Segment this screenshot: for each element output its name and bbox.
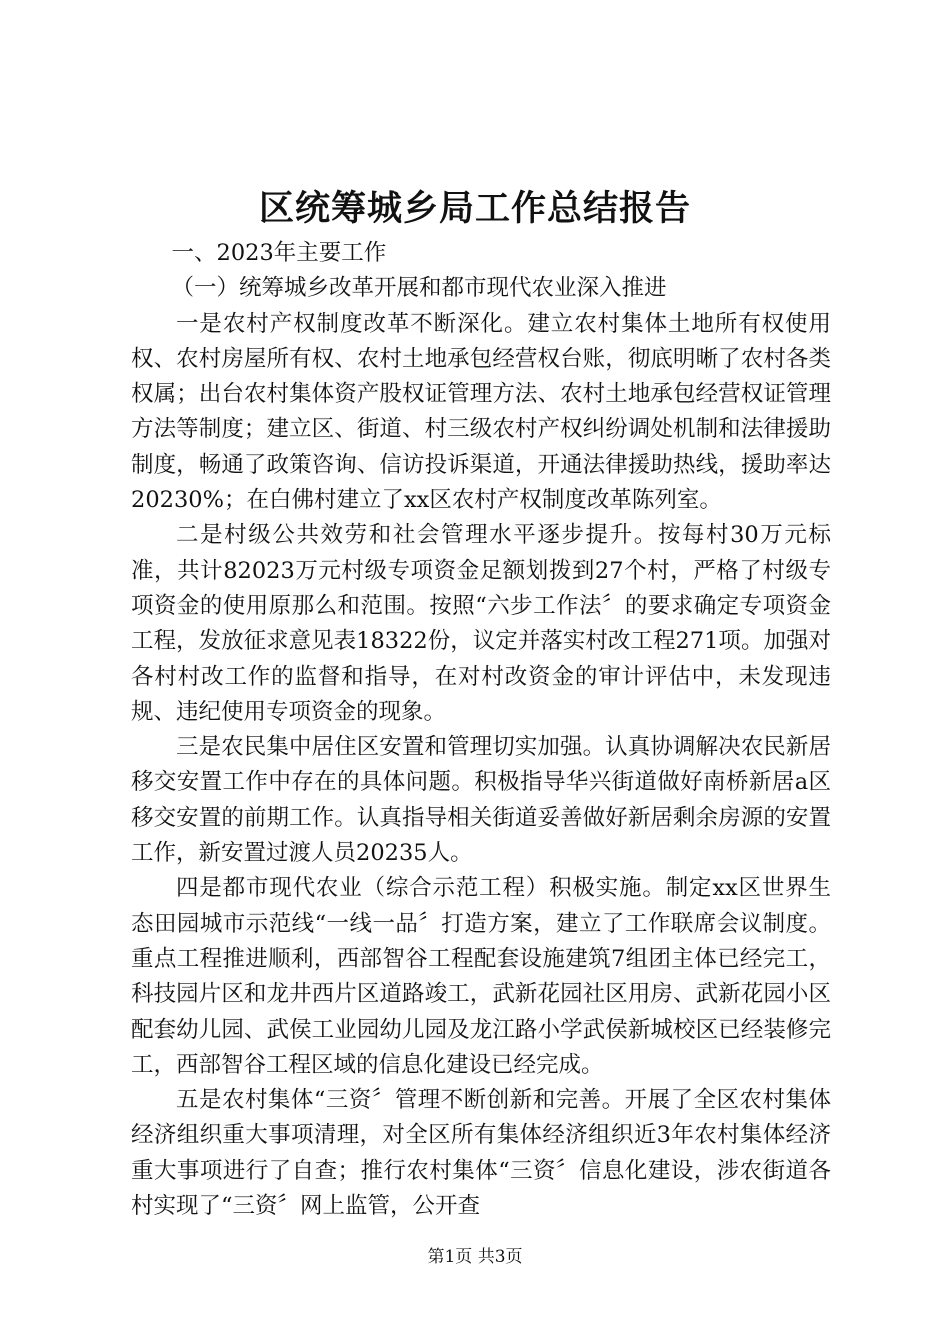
- document-title: 区统筹城乡局工作总结报告: [258, 188, 691, 229]
- subsection-heading: （一）统筹城乡改革开展和都市现代农业深入推进: [171, 275, 667, 302]
- paragraph-4: 四是都市现代农业（综合示范工程）积极实施。制定xx区世界生态田园城市示范线“一线一品〞打造方案，建立了工作联席会议制度。重点工程推进顺利，西部智谷工程配套设施建筑7组团主体已经完工，科技园片区和龙井西片区道路竣工，武新花园社区用房、武新花园小区配套幼儿园、武侯工业园幼儿园及龙江路小学武侯新城校区已经装修完工，西部智谷工程区域的信息化建设已经完成。: [131, 875, 831, 1078]
- paragraph-2: 二是村级公共效劳和社会管理水平逐步提升。按每村30万元标准，共计82023万元村级专项资金足额划拨到27个村，严格了村级专项资金的使用原那么和范围。按照“六步工作法〞的要求确定专项资金工程，发放征求意见表18322份，议定并落实村改工程271项。加强对各村村改工作的监督和指导，在对村改资金的审计评估中，未发现违规、违纪使用专项资金的现象。: [131, 522, 831, 725]
- paragraph-3: 三是农民集中居住区安置和管理切实加强。认真协调解决农民新居移交安置工作中存在的具体问题。积极指导华兴街道做好南桥新居a区移交安置的前期工作。认真指导相关街道妥善做好新居剩余房源的安置工作，新安置过渡人员20235人。: [131, 734, 831, 867]
- paragraph-1: 一是农村产权制度改革不断深化。建立农村集体土地所有权使用权、农村房屋所有权、农村土地承包经营权台账，彻底明晰了农村各类权属；出台农村集体资产股权证管理方法、农村土地承包经营权证管理方法等制度；建立区、街道、村三级农村产权纠纷调处机制和法律援助制度，畅通了政策咨询、信访投诉渠道，开通法律援助热线，援助率达20230%；在白佛村建立了xx区农村产权制度改革陈列室。: [131, 310, 831, 514]
- document-body: [131, 236, 831, 1224]
- section-heading: 一、2023年主要工作: [171, 240, 387, 266]
- page-footer: 第1页 共3页: [427, 1247, 523, 1267]
- paragraph-5: 五是农村集体“三资〞管理不断创新和完善。开展了全区农村集体经济组织重大事项清理，对全区所有集体经济组织近3年农村集体经济重大事项进行了自查；推行农村集体“三资〞信息化建设，涉农街道各村实现了“三资〞网上监管，公开查: [131, 1087, 831, 1220]
